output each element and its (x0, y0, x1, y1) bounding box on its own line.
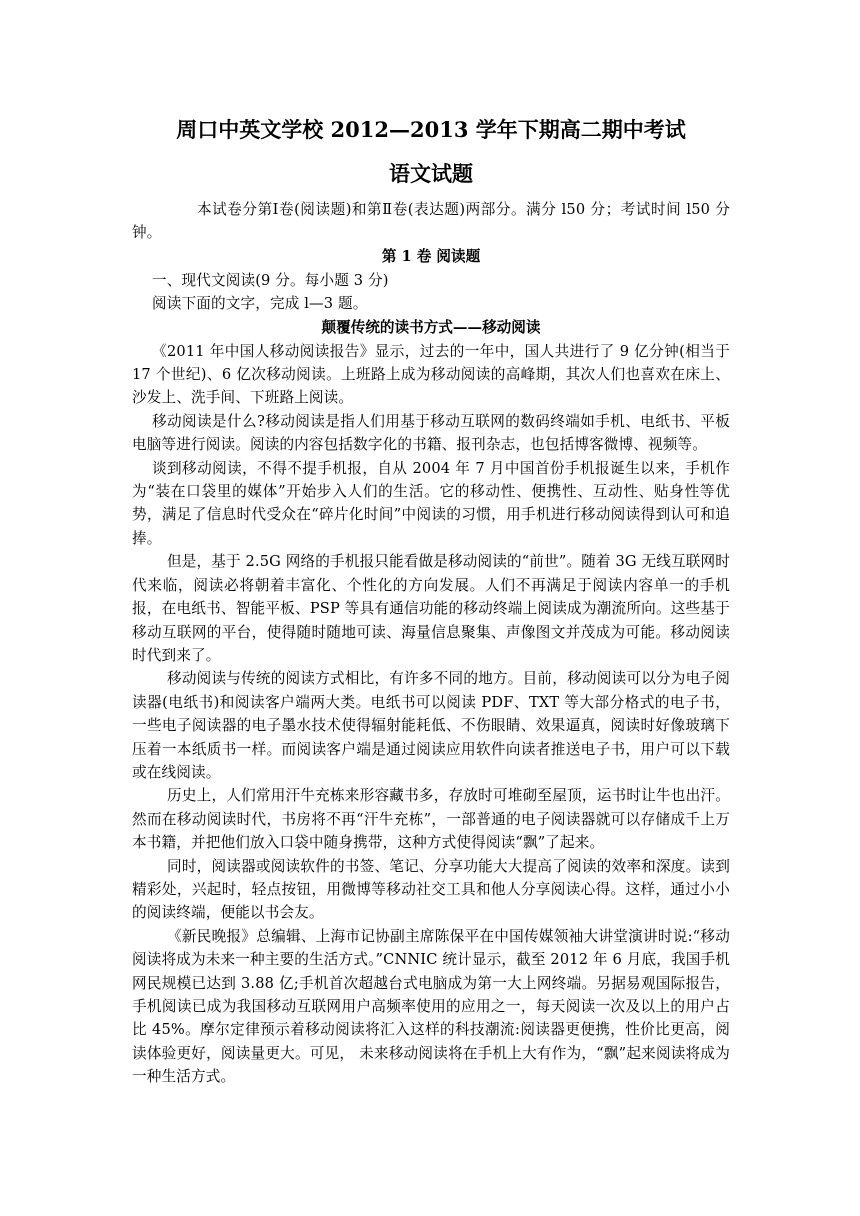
exam-subject-title: 语文试题 (389, 161, 473, 186)
exam-page (132, 108, 730, 1089)
exam-intro: 本试卷分第Ⅰ卷(阅读题)和第Ⅱ卷(表达题)两部分。满分 l50 分；考试时间 l50 分钟。 (132, 201, 730, 242)
article-paragraph: 《新民晚报》总编辑、上海市记协副主席陈保平在中国传媒领袖大讲堂演讲时说:“移动阅读将成为未来一种主要的生活方式。”CNNIC 统计显示，截至 2012 年 6 月底，我国手机网民规模已达到 3.88 亿;手机首次超越台式电脑成为第一大上网终端。另据易观国际报告，手机阅读已成为我国移动互联网用户高频率使用的应用之一，每天阅读一次及以上的用户占比 45%。摩尔定律预示着移动阅读将汇入这样的科技潮流:阅读器更便携，性价比更高，阅读体验更好，阅读量更大。可见， 未来移动阅读将在手机上大有作为，“飘”起来阅读将成为一种生活方式。 (132, 927, 730, 1086)
article-paragraph: 《2011 年中国人移动阅读报告》显示，过去的一年中，国人共进行了 9 亿分钟(相当于 17 个世纪)、6 亿次移动阅读。上班路上成为移动阅读的高峰期，其次人们也喜欢在床上、沙发上、洗手间、下班路上阅读。 (132, 342, 730, 407)
article-paragraph: 同时，阅读器或阅读软件的书签、笔记、分享功能大大提高了阅读的效率和深度。读到精彩处，兴起时，轻点按钮，用微博等移动社交工具和他人分享阅读心得。这样，通过小小的阅读终端，便能以书会友。 (132, 857, 730, 922)
reading-instruction: 阅读下面的文字，完成 l—3 题。 (152, 295, 368, 313)
article-body (132, 340, 730, 1089)
part-heading: 第 1 卷 阅读题 (381, 247, 481, 265)
article-paragraph: 但是，基于 2.5G 网络的手机报只能看做是移动阅读的“前世”。随着 3G 无线互联网时代来临，阅读必将朝着丰富化、个性化的方向发展。人们不再满足于阅读内容单一的手机报，在电纸书、智能平板、PSP 等具有通信功能的移动终端上阅读成为潮流所向。这些基于移动互联网的平台，使得随时随地可读、海量信息聚集、声像图文并茂成为可能。移动阅读时代到来了。 (132, 553, 730, 664)
article-paragraph: 移动阅读与传统的阅读方式相比，有许多不同的地方。目前，移动阅读可以分为电子阅读器(电纸书)和阅读客户端两大类。电纸书可以阅读 PDF、TXT 等大部分格式的电子书，一些电子阅读器的电子墨水技术使得辐射能耗低、不伤眼睛、效果逼真，阅读时好像玻璃下压着一本纸质书一样。而阅读客户端是通过阅读应用软件向读者推送电子书，用户可以下载或在线阅读。 (132, 670, 730, 781)
article-paragraph: 移动阅读是什么?移动阅读是指人们用基于移动互联网的数码终端如手机、电纸书、平板电脑等进行阅读。阅读的内容包括数字化的书籍、报刊杂志，也包括博客微博、视频等。 (132, 412, 730, 454)
section-title: 一、现代文阅读(9 分。每小题 3 分) (152, 271, 389, 289)
exam-school-title: 周口中英文学校 2012—2013 学年下期高二期中考试 (176, 117, 686, 142)
article-paragraph: 历史上，人们常用汗牛充栋来形容藏书多，存放时可堆砌至屋顶，运书时让牛也出汗。然而在移动阅读时代，书房将不再“汗牛充栋”，一部普通的电子阅读器就可以存储成千上万本书籍，并把他们放入口袋中随身携带，这种方式使得阅读“飘”了起来。 (132, 787, 730, 852)
article-paragraph: 谈到移动阅读，不得不提手机报，自从 2004 年 7 月中国首份手机报诞生以来，手机作为“装在口袋里的媒体”开始步入人们的生活。它的移动性、便携性、互动性、贴身性等优势，满足了信息时代受众在“碎片化时间”中阅读的习惯，用手机进行移动阅读得到认可和追捧。 (132, 459, 730, 547)
article-title: 颠覆传统的读书方式——移动阅读 (321, 318, 541, 336)
